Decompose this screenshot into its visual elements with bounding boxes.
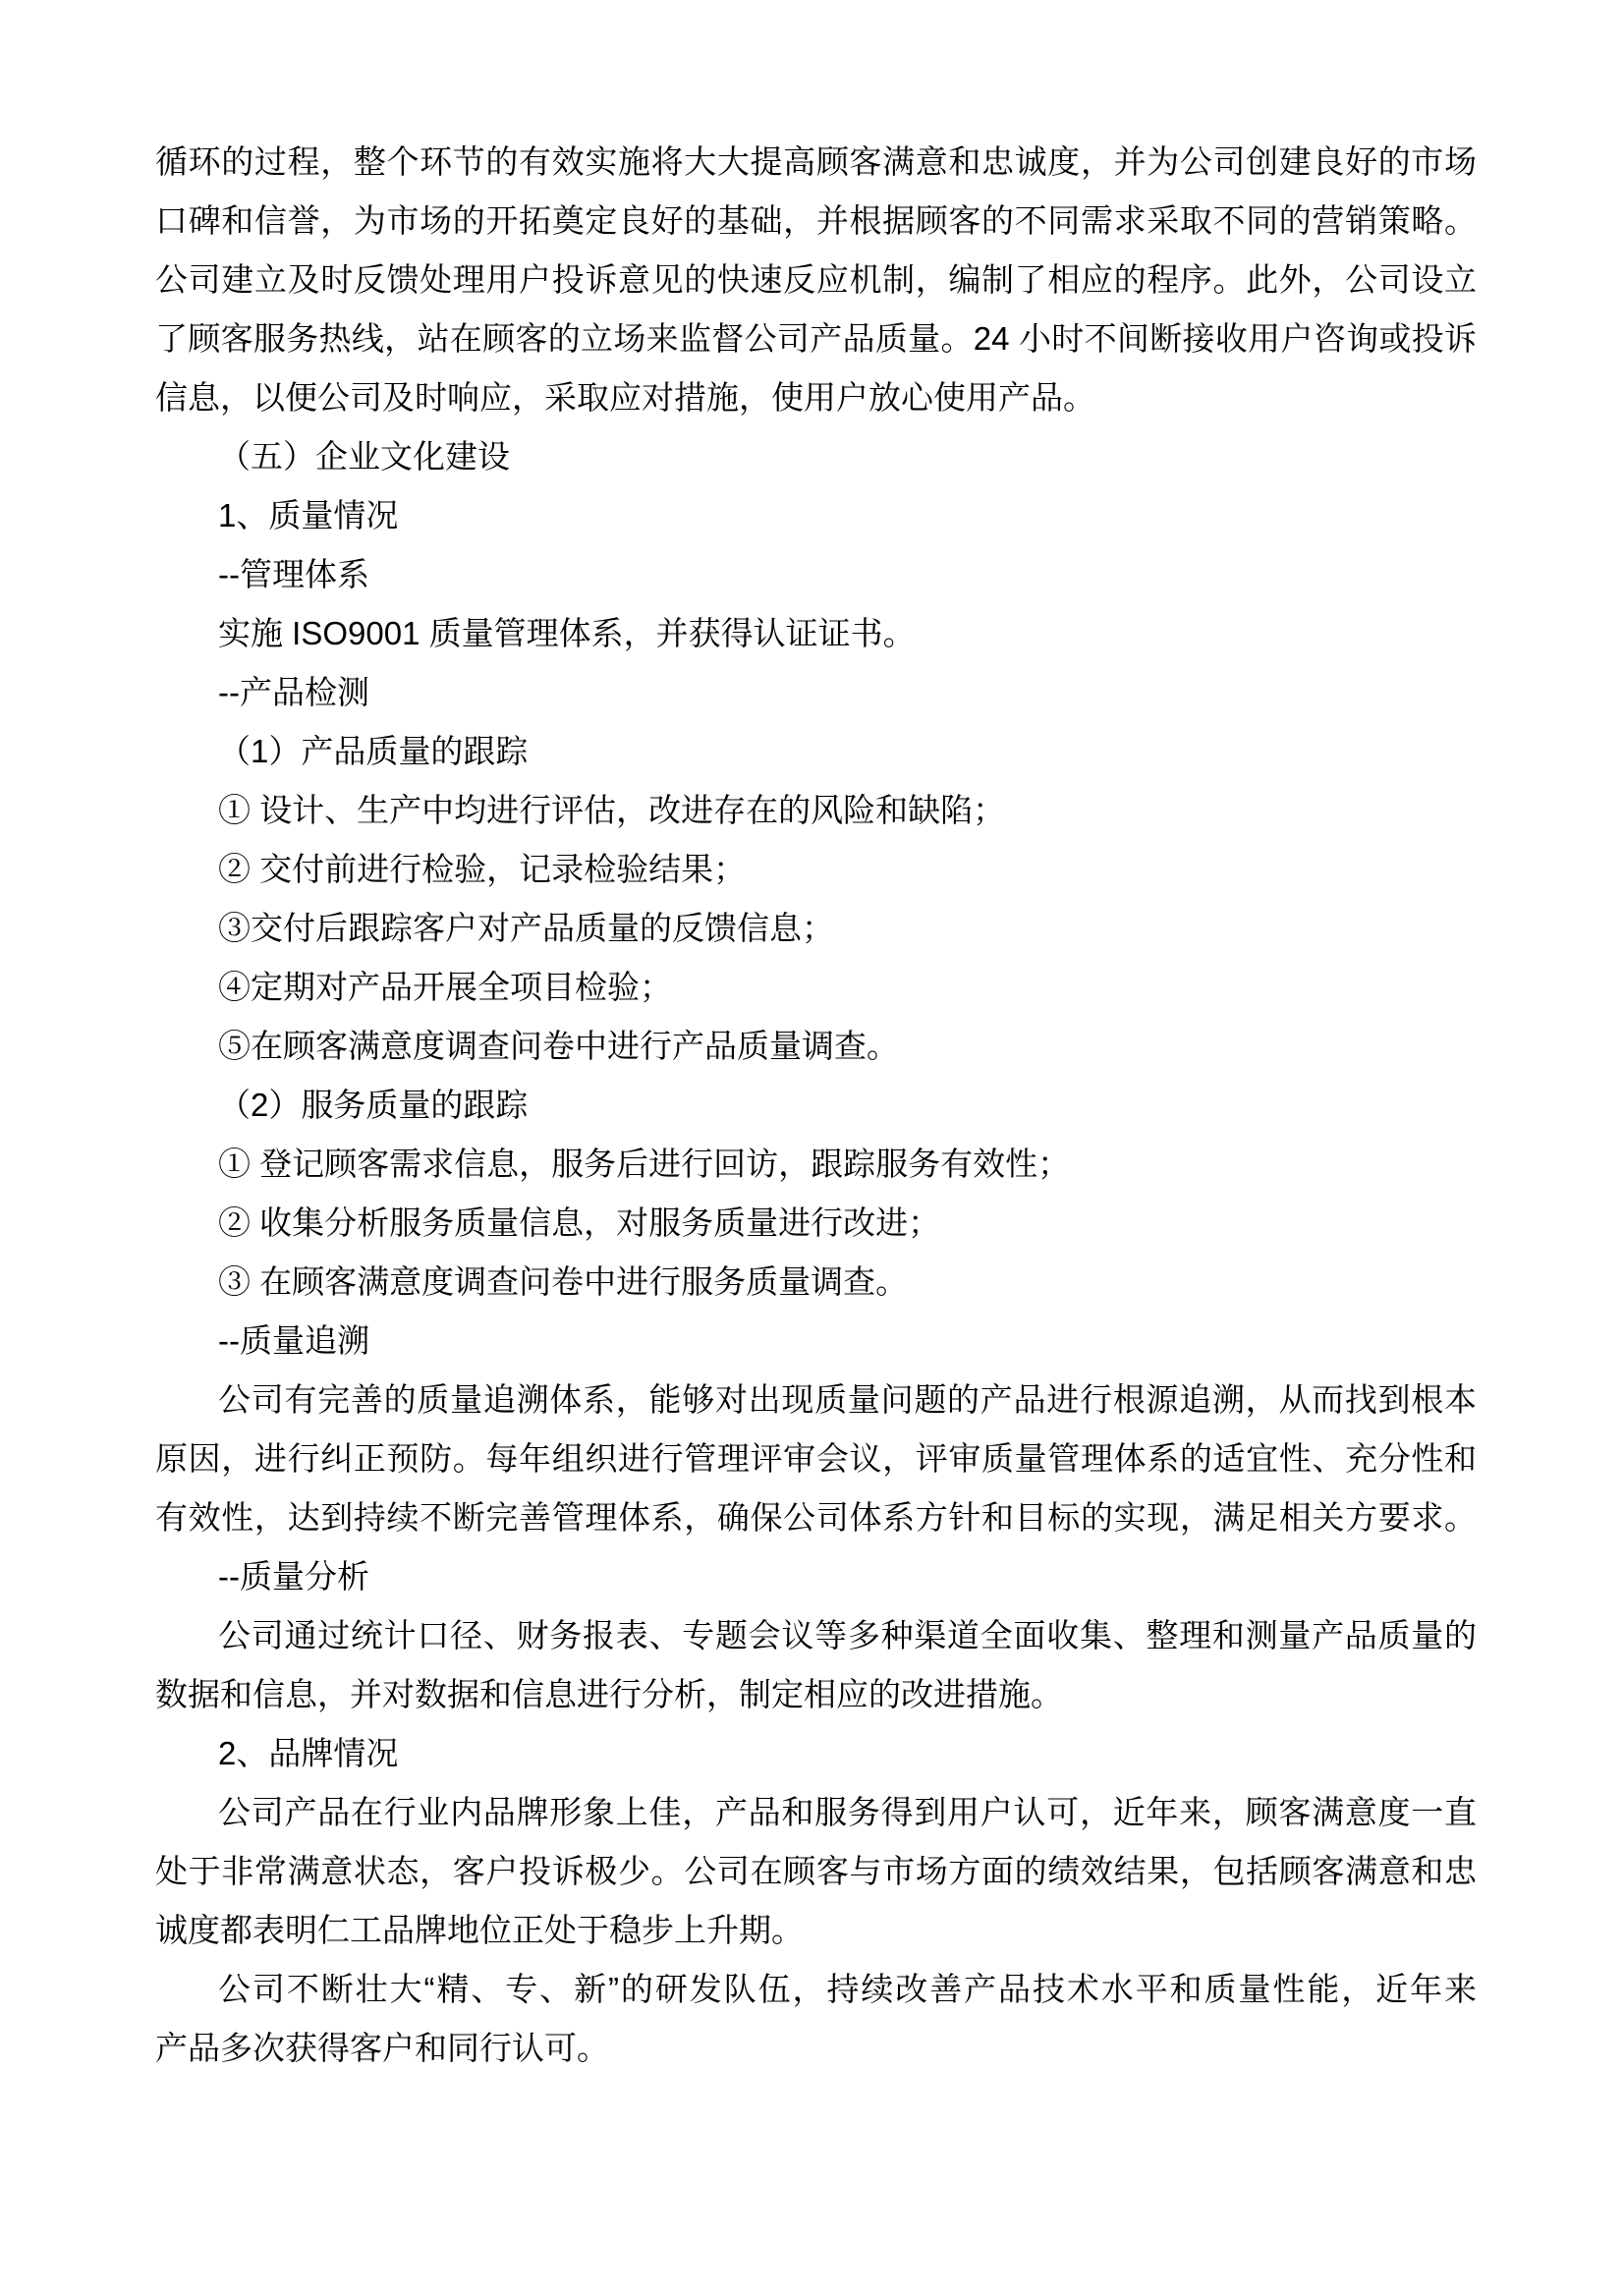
text-line: --质量分析 (218, 1558, 369, 1595)
text-line: （2）服务质量的跟踪 (218, 1087, 529, 1123)
text-line: ① 设计、生产中均进行评估，改进存在的风险和缺陷； (218, 792, 1006, 828)
text-line: 信息，以便公司及时响应，采取应对措施，使用户放心使用产品。 (155, 379, 1095, 416)
text-line: 原因，进行纠正预防。每年组织进行管理评审会议，评审质量管理体系的适宜性、充分性和 (155, 1440, 1477, 1477)
text-line: 公司建立及时反馈处理用户投诉意见的快速反应机制，编制了相应的程序。此外，公司设立 (155, 261, 1477, 298)
text-line: 循环的过程，整个环节的有效实施将大大提高顾客满意和忠诚度，并为公司创建良好的市场 (155, 143, 1477, 180)
text-line: ⑤在顾客满意度调查问卷中进行产品质量调查。 (218, 1028, 899, 1064)
text-line: ③ 在顾客满意度调查问卷中进行服务质量调查。 (218, 1263, 909, 1300)
text-line: ② 收集分析服务质量信息，对服务质量进行改进； (218, 1204, 941, 1241)
text-line: --管理体系 (218, 556, 369, 592)
text-line: --质量追溯 (218, 1322, 369, 1359)
text-line: 公司有完善的质量追溯体系，能够对出现质量问题的产品进行根源追溯，从而找到根本 (218, 1381, 1477, 1418)
document-body (155, 133, 1477, 2078)
text-line: 公司不断壮大“精、专、新”的研发队伍，持续改善产品技术水平和质量性能，近年来 (218, 1971, 1477, 2007)
text-line: 有效性，达到持续不断完善管理体系，确保公司体系方针和目标的实现，满足相关方要求。 (155, 1499, 1477, 1536)
text-line: 公司通过统计口径、财务报表、专题会议等多种渠道全面收集、整理和测量产品质量的 (218, 1617, 1477, 1653)
text-line: 实施 ISO9001 质量管理体系，并获得认证证书。 (218, 615, 916, 651)
text-line: 口碑和信誉，为市场的开拓奠定良好的基础，并根据顾客的不同需求采取不同的营销策略。 (155, 202, 1477, 239)
text-line: --产品检测 (218, 674, 369, 710)
text-line: （五）企业文化建设 (218, 438, 510, 475)
text-line: 产品多次获得客户和同行认可。 (155, 2030, 609, 2066)
text-line: 诚度都表明仁工品牌地位正处于稳步上升期。 (155, 1912, 804, 1948)
text-line: ④定期对产品开展全项目检验； (218, 969, 672, 1005)
text-line: ① 登记顾客需求信息，服务后进行回访，跟踪服务有效性； (218, 1146, 1071, 1182)
text-line: 公司产品在行业内品牌形象上佳，产品和服务得到用户认可，近年来，顾客满意度一直 (218, 1794, 1477, 1830)
text-line: 2、品牌情况 (218, 1735, 399, 1771)
text-line: 了顾客服务热线，站在顾客的立场来监督公司产品质量。24 小时不间断接收用户咨询或投诉 (155, 320, 1477, 357)
text-line: 1、质量情况 (218, 497, 399, 533)
text-line: ② 交付前进行检验，记录检验结果； (218, 851, 747, 887)
text-line: 数据和信息，并对数据和信息进行分析，制定相应的改进措施。 (155, 1676, 1063, 1712)
text-line: （1）产品质量的跟踪 (218, 733, 529, 769)
text-line: ③交付后跟踪客户对产品质量的反馈信息； (218, 910, 834, 946)
text-line: 处于非常满意状态，客户投诉极少。公司在顾客与市场方面的绩效结果，包括顾客满意和忠 (155, 1853, 1477, 1889)
